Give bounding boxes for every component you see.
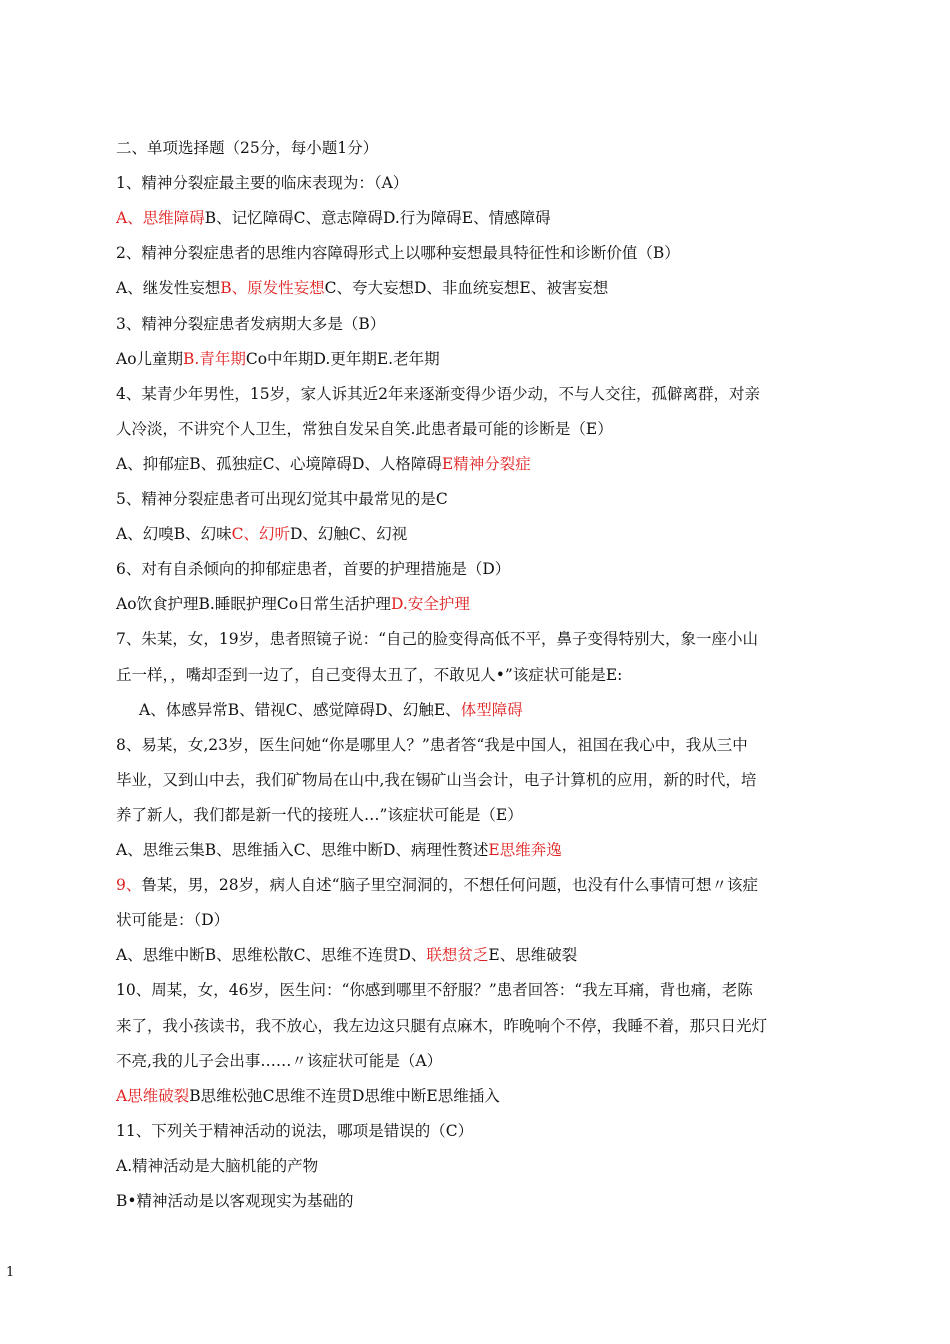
text-line <box>116 559 846 579</box>
text-segment: 养了新人，我们都是新一代的接班人…”该症状可能是（E） <box>116 805 523 824</box>
answer-highlight: 体型障碍 <box>460 700 523 719</box>
text-segment: 7、朱某，女，19岁，患者照镜子说：“自己的脸变得高低不平，鼻子变得特别大，象一座小山 <box>116 630 759 649</box>
text-segment: 鲁某，男，28岁，病人自述“脑子里空洞洞的，不想任何问题，也没有什么事情可想〃该症 <box>141 876 759 895</box>
answer-highlight: A思维破裂 <box>116 1086 190 1105</box>
text-line <box>116 1016 846 1036</box>
text-line <box>116 770 846 790</box>
text-line <box>116 980 846 1000</box>
text-segment: Co中年期D.更年期E.老年期 <box>245 349 440 368</box>
text-line <box>116 349 846 369</box>
answer-highlight: 联想贫乏 <box>426 946 489 965</box>
text-line <box>116 805 846 825</box>
text-segment: 10、周某，女，46岁，医生问：“你感到哪里不舒服？”患者回答：“我左耳痛，背也痛，老陈 <box>116 981 753 1000</box>
text-segment: A、幻嗅B、幻味 <box>116 525 232 544</box>
answer-highlight: B.青年期 <box>183 349 246 368</box>
text-segment: B、记忆障碍C、意志障碍D.行为障碍E、情感障碍 <box>204 209 551 228</box>
text-segment: 11、下列关于精神活动的说法，哪项是错误的（C） <box>116 1121 474 1140</box>
text-line <box>116 419 846 439</box>
text-line <box>116 910 846 930</box>
text-line <box>139 700 869 720</box>
text-line <box>116 945 846 965</box>
text-segment: A.精神活动是大脑机能的产物 <box>116 1156 319 1175</box>
text-segment: 丘一样，，嘴却歪到一边了，自己变得太丑了，不敢见人•”该症状可能是E: <box>116 665 623 684</box>
text-line <box>116 314 846 334</box>
answer-highlight: D.安全护理 <box>391 595 470 614</box>
text-line <box>116 489 846 509</box>
text-line <box>116 875 846 895</box>
text-segment: 来了，我小孩读书，我不放心，我左边这只腿有点麻木，昨晚响个不停，我睡不着，那只日光灯 <box>116 1016 768 1035</box>
text-segment: Ao饮食护理B.睡眠护理Co日常生活护理 <box>116 595 392 614</box>
answer-highlight: A、思维障碍 <box>116 209 205 228</box>
text-segment: 2、精神分裂症患者的思维内容障碍形式上以哪种妄想最具特征性和诊断价值（B） <box>116 244 680 263</box>
text-segment: Ao儿童期 <box>116 349 184 368</box>
text-line <box>116 840 846 860</box>
text-line <box>116 735 846 755</box>
text-segment: B•精神活动是以客观现实为基础的 <box>116 1192 354 1210</box>
text-segment: 8、易某，女,23岁，医生问她“你是哪里人？”患者答“我是中国人，祖国在我心中，我从三中 <box>116 735 748 754</box>
text-segment: 5、精神分裂症患者可出现幻觉其中最常见的是C <box>116 490 448 508</box>
text-segment: 二、单项选择题（25分，每小题1分） <box>116 139 379 157</box>
text-segment: C、夸大妄想D、非血统妄想E、被害妄想 <box>324 279 609 298</box>
text-line <box>116 1086 846 1106</box>
text-line <box>116 384 846 404</box>
text-line <box>116 454 846 474</box>
text-line <box>116 1051 846 1071</box>
text-segment: B思维松弛C思维不连贯D思维中断E思维插入 <box>189 1086 500 1105</box>
text-segment: 不亮,我的儿子会出事……〃该症状可能是（A） <box>116 1051 443 1070</box>
answer-highlight: 9、 <box>116 876 142 895</box>
text-segment: A、思维云集B、思维插入C、思维中断D、病理性赘述 <box>116 841 489 859</box>
text-segment: A、体感异常B、错视C、感觉障碍D、幻触E、 <box>139 700 461 719</box>
text-segment: 6、对有自杀倾向的抑郁症患者，首要的护理措施是（D） <box>116 560 511 579</box>
page-number: 1 <box>6 1265 15 1280</box>
text-segment: 状可能是：（D） <box>116 911 230 930</box>
answer-highlight: C、幻听 <box>231 525 290 544</box>
text-line <box>116 1191 846 1211</box>
text-line <box>116 173 846 193</box>
text-line <box>116 524 846 544</box>
text-segment: 人冷淡，不讲究个人卫生，常独自发呆自笑.此患者最可能的诊断是（E） <box>116 419 613 438</box>
text-line <box>116 243 846 263</box>
text-line <box>116 208 846 228</box>
text-segment: A、继发性妄想 <box>116 279 221 298</box>
answer-highlight: E思维奔逸 <box>488 841 562 859</box>
text-segment: A、思维中断B、思维松散C、思维不连贯D、 <box>116 946 427 965</box>
text-segment: E、思维破裂 <box>488 946 578 965</box>
text-line <box>116 1121 846 1141</box>
text-line <box>116 1156 846 1176</box>
text-line <box>116 594 846 614</box>
text-segment: 1、精神分裂症最主要的临床表现为：（A） <box>116 174 409 193</box>
text-segment: 毕业，又到山中去，我们矿物局在山中,我在锡矿山当会计，电子计算机的应用，新的时代，培 <box>116 770 757 789</box>
text-line <box>116 138 846 158</box>
text-segment: 3、精神分裂症患者发病期大多是（B） <box>116 314 386 333</box>
text-line <box>116 665 846 685</box>
text-line <box>116 278 846 298</box>
text-segment: A、抑郁症B、孤独症C、心境障碍D、人格障碍 <box>116 454 442 473</box>
text-segment: D、幻触C、幻视 <box>289 525 408 544</box>
answer-highlight: E精神分裂症 <box>441 454 531 473</box>
answer-highlight: B、原发性妄想 <box>220 279 325 298</box>
text-line <box>116 629 846 649</box>
text-segment: 4、某青少年男性，15岁，家人诉其近2年来逐渐变得少语少动，不与人交往，孤僻离群，对亲 <box>116 384 760 403</box>
